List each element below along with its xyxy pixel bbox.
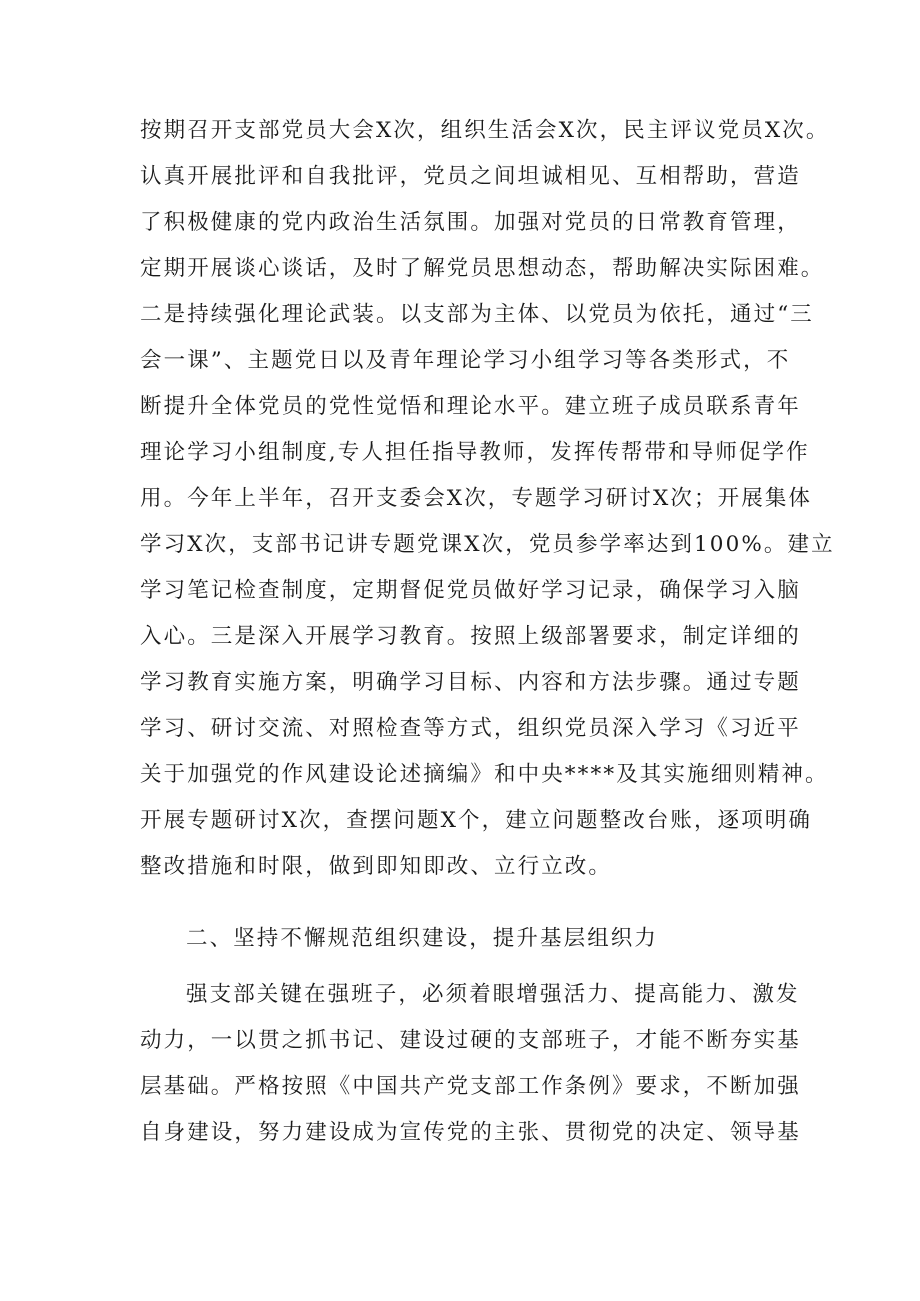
- body-text-line: 断提升全体党员的党性觉悟和理论水平。建立班子成员联系青年: [140, 394, 801, 419]
- body-text-line: 学习X次，支部书记讲专题党课X次，党员参学率达到100%。建立: [140, 532, 835, 557]
- body-text-line: 学习教育实施方案，明确学习目标、内容和方法步骤。通过专题: [140, 670, 801, 695]
- body-text-line: 了积极健康的党内政治生活氛围。加强对党员的日常教育管理，: [140, 210, 801, 235]
- body-text-line: 自身建设，努力建设成为宣传党的主张、贯彻党的决定、领导基: [140, 1120, 801, 1145]
- body-text-line: 学习、研讨交流、对照检查等方式，组织党员深入学习《习近平: [140, 716, 801, 741]
- body-text-line: 入心。三是深入开展学习教育。按照上级部署要求，制定详细的: [140, 624, 801, 649]
- body-text-line: 会一课”、主题党日以及青年理论学习小组学习等各类形式，不: [140, 348, 791, 373]
- body-text-line: 层基础。严格按照《中国共产党支部工作条例》要求，不断加强: [140, 1074, 801, 1099]
- body-text-line: 定期开展谈心谈话，及时了解党员思想动态，帮助解决实际困难。: [140, 256, 825, 281]
- body-text-line: 关于加强党的作风建设论述摘编》和中央****及其实施细则精神。: [140, 762, 829, 787]
- body-text-line: 整改措施和时限，做到即知即改、立行立改。: [140, 854, 613, 879]
- body-text-line: 理论学习小组制度,专人担任指导教师，发挥传帮带和导师促学作: [140, 440, 810, 465]
- body-text-line: 学习笔记检查制度，定期督促党员做好学习记录，确保学习入脑: [140, 578, 801, 603]
- body-text-line: 认真开展批评和自我批评，党员之间坦诚相见、互相帮助，营造: [140, 164, 801, 189]
- body-text-line: 用。今年上半年，召开支委会X次，专题学习研讨X次；开展集体: [140, 486, 813, 511]
- body-text-line: 按期召开支部党员大会X次，组织生活会X次，民主评议党员X次。: [140, 118, 830, 143]
- body-text-line: 动力，一以贯之抓书记、建设过硬的支部班子，才能不断夯实基: [140, 1028, 801, 1053]
- body-text-line: 开展专题研讨X次，查摆问题X个，建立问题整改台账，逐项明确: [140, 808, 813, 833]
- body-text-line: 强支部关键在强班子，必须着眼增强活力、提高能力、激发: [186, 982, 800, 1007]
- section-heading: 二、坚持不懈规范组织建设，提升基层组织力: [186, 926, 659, 951]
- body-text-line: 二是持续强化理论武装。以支部为主体、以党员为依托，通过“三: [140, 302, 814, 327]
